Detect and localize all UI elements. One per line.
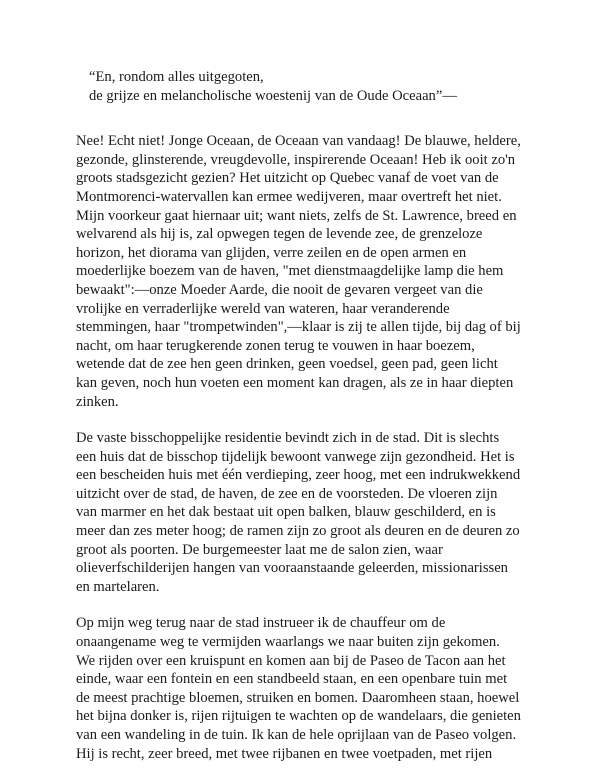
- epigraph-quote: [89, 68, 538, 105]
- text-line: van een wandeling in de tuin. Ik kan de hele oprijlaan van de Paseo volgen.: [76, 727, 517, 743]
- text-line: een huis dat de bisschop tijdelijk bewoont vanwege zijn gezondheid. Het is: [76, 448, 515, 465]
- text-line: horizon, het diorama van glijden, verre zeilen en de open armen en: [76, 244, 467, 261]
- text-line: van marmer en het dak bestaat uit open balken, blauw geschilderd, en is: [76, 504, 496, 521]
- text-line: Montmorenci-watervallen kan ermee wedijveren, maar overtreft het niet.: [76, 188, 502, 205]
- text-line: groots stadsgezicht gezien? Het uitzicht op Quebec vanaf de voet van de: [76, 170, 499, 187]
- text-line: Mijn voorkeur gaat hiernaar uit; want niets, zelfs de St. Lawrence, breed en: [76, 207, 517, 224]
- text-line: stemmingen, haar "trompetwinden",—klaar is zij te allen tijde, bij dag of bij: [76, 319, 521, 336]
- text-line: Op mijn weg terug naar de stad instrueer ik de chauffeur om de: [76, 615, 446, 632]
- text-line: en martelaren.: [76, 578, 160, 595]
- text-line: kan geven, noch hun voeten een moment kan dragen, als ze in haar diepten: [76, 374, 514, 391]
- text-line: olieverfschilderijen hangen van vooraanstaande geleerden, missionarissen: [76, 560, 508, 577]
- text-line: We rijden over een kruispunt en komen aan bij de Paseo de Tacon aan het: [76, 652, 506, 669]
- quote-line: “En, rondom alles uitgegoten,: [89, 69, 264, 85]
- quote-line: de grijze en melancholische woestenij van de Oude Oceaan”—: [89, 87, 457, 104]
- text-line: Nee! Echt niet! Jonge Oceaan, de Oceaan van vandaag! De blauwe, heldere,: [76, 133, 521, 150]
- paragraph-paseo: [76, 614, 538, 763]
- text-line: een bescheiden huis met één verdieping, zeer hoog, met een indrukwekkend: [76, 467, 521, 484]
- text-line: onaangename weg te vermijden waarlangs we naar buiten zijn gekomen.: [76, 634, 500, 651]
- text-line: het bijna donker is, rijen rijtuigen te wachten op de wandelaars, die genieten: [76, 708, 521, 725]
- text-line: meer dan zes meter hoog; de ramen zijn zo groot als deuren en de deuren zo: [76, 523, 520, 540]
- text-line: de meest prachtige bloemen, struiken en bomen. Daaromheen staan, hoewel: [76, 689, 520, 706]
- text-line: welvarend als hij is, zal opwegen tegen de levende zee, de grenzeloze: [76, 226, 483, 243]
- text-line: uitzicht over de stad, de haven, de zee en de voorsteden. De vloeren zijn: [76, 485, 498, 502]
- text-line: vrolijke en verraderlijke wereld van wateren, haar veranderende: [76, 300, 450, 317]
- text-line: Hij is recht, zeer breed, met twee rijbanen en twee voetpaden, met rijen: [76, 745, 493, 762]
- text-line: groot als poorten. De burgemeester laat me de salon zien, waar: [76, 541, 443, 558]
- text-line: De vaste bisschoppelijke residentie bevindt zich in de stad. Dit is slechts: [76, 430, 500, 447]
- text-line: zinken.: [76, 393, 119, 410]
- text-line: einde, waar een fontein en een standbeeld staan, en een openbare tuin met: [76, 671, 508, 688]
- text-line: nacht, om haar terugkerende zonen terug te vouwen in haar boezem,: [76, 337, 475, 354]
- text-line: wetende dat de zee hen geen drinken, geen voedsel, geen pad, geen licht: [76, 356, 498, 373]
- text-line: bewaakt":—onze Moeder Aarde, die nooit de gevaren vergeet van die: [76, 281, 483, 298]
- paragraph-ocean: [76, 132, 538, 411]
- paragraph-residence: [76, 429, 538, 596]
- text-line: moederlijke boezem van de haven, "met dienstmaagdelijke lamp die hem: [76, 263, 504, 280]
- text-line: gezonde, glinsterende, vreugdevolle, inspirerende Oceaan! Heb ik ooit zo'n: [76, 151, 516, 168]
- document-page: [76, 68, 538, 781]
